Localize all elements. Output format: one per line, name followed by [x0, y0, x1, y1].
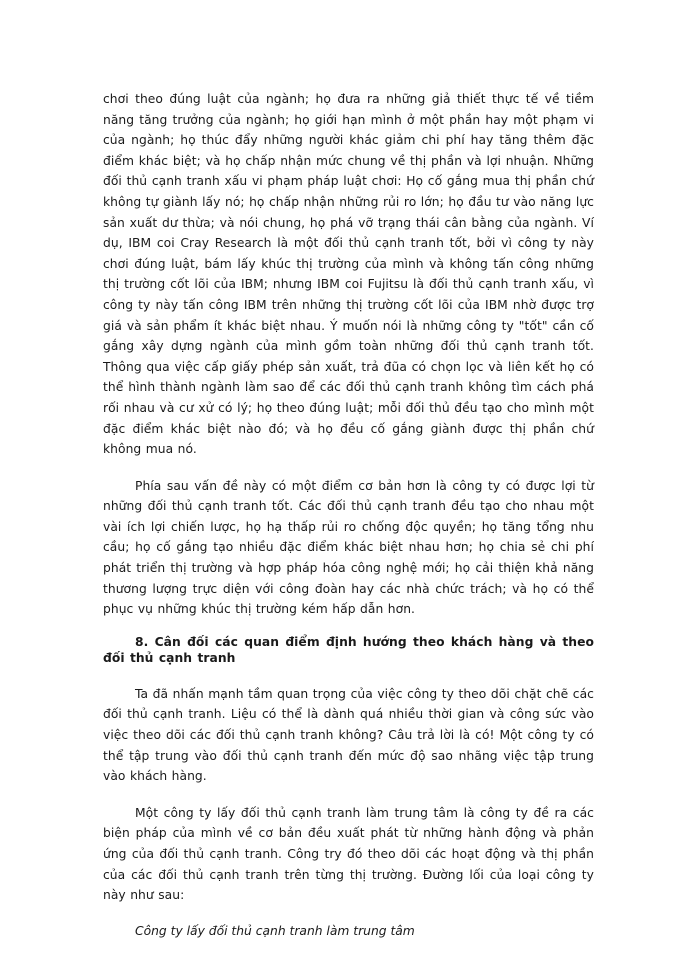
body-paragraph-1: chơi theo đúng luật của ngành; họ đưa ra những giả thiết thực tế về tiềm năng tăng trưởng của ngành; họ giới hạn mình ở một phần hay một phạm vi của ngành; họ thúc đẩy những người khác giảm chi phí hay tăng thêm đặc điểm khác biệt; và họ chấp nhận mức chung về thị phần và lợi nhuận. Những đối thủ cạnh tranh xấu vi phạm pháp luật chơi: Họ cố gắng mua thị phần chứ không tự giành lấy nó; họ chấp nhận những rủi ro lớn; họ đầu tư vào năng lực sản xuất dư thừa; và nói chung, họ phá vỡ trạng thái cân bằng của ngành. Ví dụ, IBM coi Cray Research là một đối thủ cạnh tranh tốt, bởi vì công ty này chơi đúng luật, bám lấy khúc thị trường của mình và không tấn công những thị trường cốt lõi của IBM; nhưng IBM coi Fujitsu là đối thủ cạnh tranh xấu, vì công ty này tấn công IBM trên những thị trường cốt lõi của IBM nhờ được trợ giá và sản phẩm ít khác biệt nhau. Ý muốn nói là những công ty "tốt" cần cố gắng xây dựng ngành của mình gồm toàn những đối thủ cạnh tranh tốt. Thông qua việc cấp giấy phép sản xuất, trả đũa có chọn lọc và liên kết họ có thể hình thành ngành làm sao để các đối thủ cạnh tranh không tìm cách phá rối nhau và cư xử có lý; họ theo đúng luật; mỗi đối thủ đều tạo cho mình một đặc điểm khác biệt nào đó; và họ đều cố gắng giành được thị phần chứ không mua nó.: [103, 92, 594, 457]
document-page: [103, 89, 594, 941]
body-paragraph-4: Một công ty lấy đối thủ cạnh tranh làm trung tâm là công ty đề ra các biện pháp của mình về cơ bản đều xuất phát từ những hành động và phản ứng của đối thủ cạnh tranh. Công try đó theo dõi các hoạt động và thị phần của các đối thủ cạnh tranh trên từng thị trường. Đường lối của loại công ty này như sau:: [103, 805, 594, 903]
italic-subheading: Công ty lấy đối thủ cạnh tranh làm trung tâm: [135, 923, 415, 938]
body-paragraph-2: Phía sau vấn đề này có một điểm cơ bản hơn là công ty có được lợi từ những đối thủ cạnh tranh tốt. Các đối thủ cạnh tranh đều tạo cho nhau một vài ích lợi chiến lược, họ hạ thấp rủi ro chống độc quyền; họ tăng tổng nhu cầu; họ cố gắng tạo nhiều đặc điểm khác biệt nhau hơn; họ chia sẻ chi phí phát triển thị trường và hợp pháp hóa công nghệ mới; họ cải thiện khả năng thương lượng trực diện với công đoàn hay các nhà chức trách; và họ có thể phục vụ những khúc thị trường kém hấp dẫn hơn.: [103, 478, 594, 617]
section-heading: 8. Cân đối các quan điểm định hướng theo khách hàng và theo đối thủ cạnh tranh: [103, 634, 594, 666]
body-paragraph-3: Ta đã nhấn mạnh tầm quan trọng của việc công ty theo dõi chặt chẽ các đối thủ cạnh tranh. Liệu có thể là dành quá nhiều thời gian và công sức vào việc theo dõi các đối thủ cạnh tranh không? Câu trả lời là có! Một công ty có thể tập trung vào đối thủ cạnh tranh đến mức độ sao nhãng việc tập trung vào khách hàng.: [103, 686, 594, 784]
